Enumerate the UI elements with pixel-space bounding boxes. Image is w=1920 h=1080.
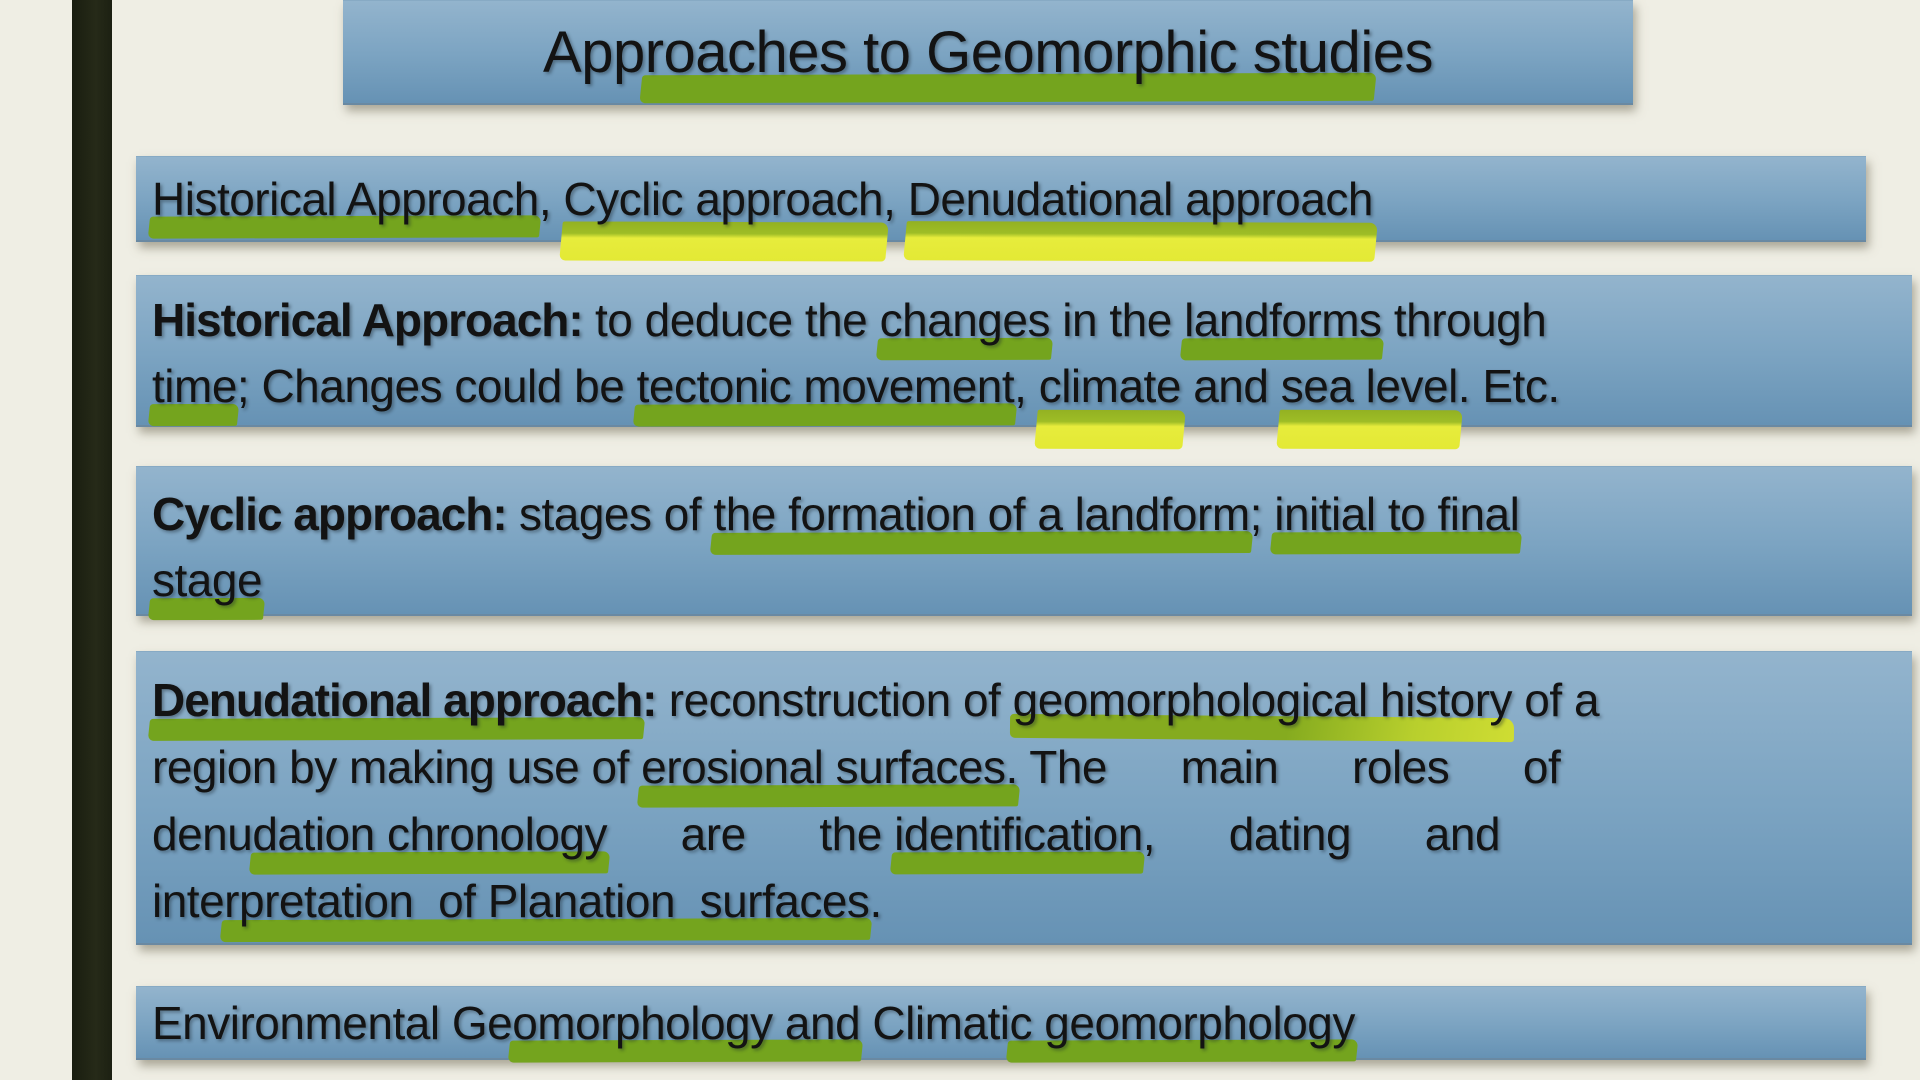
text-segment: of a xyxy=(1512,674,1600,726)
text-segment: , xyxy=(538,172,564,225)
highlighted-text-segment: climate xyxy=(1038,360,1181,412)
text-line xyxy=(152,801,1912,868)
highlighted-text-segment: tectonic movement xyxy=(636,360,1015,412)
text-box-approaches-list xyxy=(136,156,1866,242)
highlighted-text-segment: roaches to Geomorphic studi xyxy=(644,19,1373,85)
text-line xyxy=(152,547,1912,613)
title-box xyxy=(343,0,1633,105)
text-segment: . xyxy=(869,875,882,927)
text-segment: stages of xyxy=(506,488,714,540)
left-accent-bar xyxy=(72,0,112,1080)
highlighted-text-segment: the formation of a landform xyxy=(713,488,1250,540)
text-segment: region by making use of xyxy=(152,741,642,793)
highlighted-text-segment: changes xyxy=(879,294,1050,346)
text-segment: App xyxy=(543,19,645,85)
text-box-historical-approach xyxy=(136,275,1912,427)
highlighted-text-segment: time xyxy=(152,360,237,412)
text-line xyxy=(152,481,1912,547)
slide-title xyxy=(543,19,1433,86)
text-segment: ; xyxy=(1249,488,1275,540)
highlighted-text-segment: omorphology and xyxy=(512,996,861,1049)
text-segment: in the xyxy=(1049,294,1185,346)
text-line xyxy=(152,868,1912,935)
highlighted-text-segment: erosional surfaces. xyxy=(641,741,1018,793)
text-segment: inte xyxy=(152,875,225,927)
text-segment: Cyclic approach: xyxy=(152,488,507,540)
text-segment: are the xyxy=(607,808,895,860)
text-line xyxy=(152,353,1912,419)
text-segment: Environmental Ge xyxy=(152,996,513,1049)
highlighted-text-segment: stage xyxy=(152,554,263,606)
text-box-environmental-geomorphology xyxy=(136,986,1866,1060)
text-segment: denu xyxy=(152,808,253,860)
text-segment: : xyxy=(642,674,657,726)
text-segment: through xyxy=(1381,294,1547,346)
text-segment: es xyxy=(1372,19,1433,85)
text-segment: The main roles of xyxy=(1017,741,1561,793)
text-segment: reconstruction of xyxy=(656,674,1013,726)
highlighted-text-segment: Historical Approach xyxy=(152,172,539,225)
text-box-denudational-approach xyxy=(136,651,1912,945)
text-segment: , dating and xyxy=(1142,808,1501,860)
text-segment: , xyxy=(1014,360,1039,412)
highlighted-text-segment: rpretation of Planation surfaces xyxy=(224,875,870,927)
text-line xyxy=(152,287,1912,353)
text-line xyxy=(152,996,1355,1050)
highlighted-text-segment: initial to final xyxy=(1274,488,1520,540)
text-line xyxy=(152,667,1912,734)
text-segment: and xyxy=(1180,360,1281,412)
text-segment: to deduce the xyxy=(582,294,880,346)
highlighted-text-segment: Denudational approach xyxy=(907,172,1373,225)
text-line xyxy=(152,734,1912,801)
highlighted-text-segment: Cyclic approach xyxy=(563,172,884,225)
highlighted-text-segment: c geomorphology xyxy=(1009,996,1355,1049)
highlighted-text-segment: dation chronology xyxy=(252,808,607,860)
text-line xyxy=(152,172,1373,226)
text-segment: . Etc. xyxy=(1457,360,1560,412)
text-box-cyclic-approach xyxy=(136,466,1912,616)
text-segment: ; Changes could be xyxy=(236,360,637,412)
highlighted-text-segment: landforms xyxy=(1184,294,1382,346)
text-segment: , xyxy=(883,172,908,225)
highlighted-text-segment: sea level xyxy=(1280,360,1458,412)
highlighted-text-segment: identification xyxy=(894,808,1143,860)
highlighted-text-segment: Denudational approach xyxy=(152,674,643,726)
text-segment: Historical Approach: xyxy=(152,294,583,346)
highlighted-text-segment: geomorphological history xyxy=(1012,674,1513,726)
text-segment: Climati xyxy=(860,996,1010,1049)
